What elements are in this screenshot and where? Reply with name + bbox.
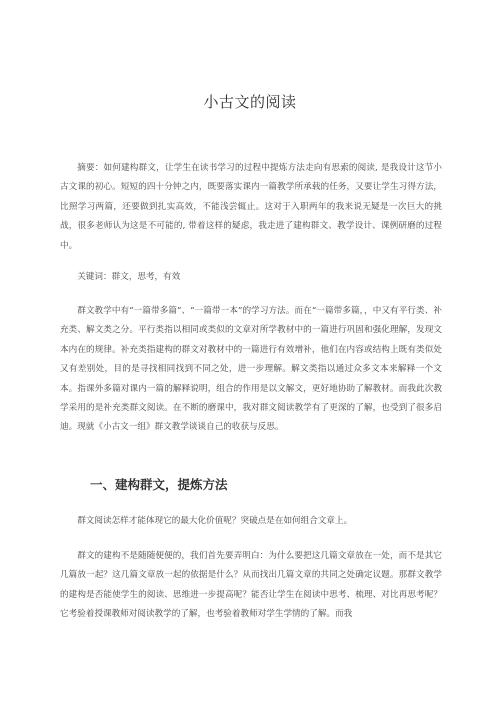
intro-paragraph: 群文教学中有“一篇带多篇”、“一篇带一本”的学习方法。而在“一篇带多篇，，中又有平行类、补充类、解文类之分。平行类指以相同或类似的文章对所学教材中的一篇进行巩固和强化理解，发现文本内在的规律。补充类指建构的群文对教材中的一篇进行有效增补，他们在内容或结构上既有类似处又有差别处，目的是寻找相同找到不同之处，进一步理解。解文类指以通过众多文本来解释一个文本。指课外多篇对课内一篇的解释说明，组合的作用是以文解文，更好地协助了解教材。而我此次教学采用的是补充类群文阅读。在不断的磨课中，我对群文阅读教学有了更深的了解，也受到了很多启迪。现就《小古文一组》群文教学谈谈自己的收获与反思。 xyxy=(60,306,442,433)
keywords-paragraph: 关键词：群文，思考，有效 xyxy=(77,272,181,282)
section-heading: 一、建构群文，提炼方法 xyxy=(90,477,228,492)
abstract-paragraph: 摘要：如何建构群文，让学生在读书学习的过程中提炼方法走向有思索的阅读, 是我设计这节小古文课的初心。短短的四十分钟之内，既要落实课内一篇教学所承载的任务，又要让学生习得方法，比照学习两篇，还要做到扎实高效，不能浅尝辄止。这对于入职两年的我来说无疑是一次巨大的挑战，很多老师认为这是不可能的, 带着这样的疑虑，我走进了建构群文、教学设计、课例研磨的过程中。 xyxy=(60,163,442,251)
section-body-paragraph: 群文的建构不是随随便便的，我们首先要弄明白：为什么要把这几篇文章放在一处，而不是其它几篇放一起？这几篇文章放一起的依据是什么？从而找出几篇文章的共同之处确定议题。那群文教学的建构是否能使学生的阅读、思维进一步提高呢？能否让学生在阅读中思考、梳理、对比再思考呢？它考验着授课教师对阅读教学的了解，也考验着教师对学生学情的了解。而我 xyxy=(60,551,442,620)
document-title: 小古文的阅读 xyxy=(203,93,297,111)
section-question-paragraph: 群文阅读怎样才能体现它的最大化价值呢？突破点是在如何组合文章上。 xyxy=(77,516,353,526)
